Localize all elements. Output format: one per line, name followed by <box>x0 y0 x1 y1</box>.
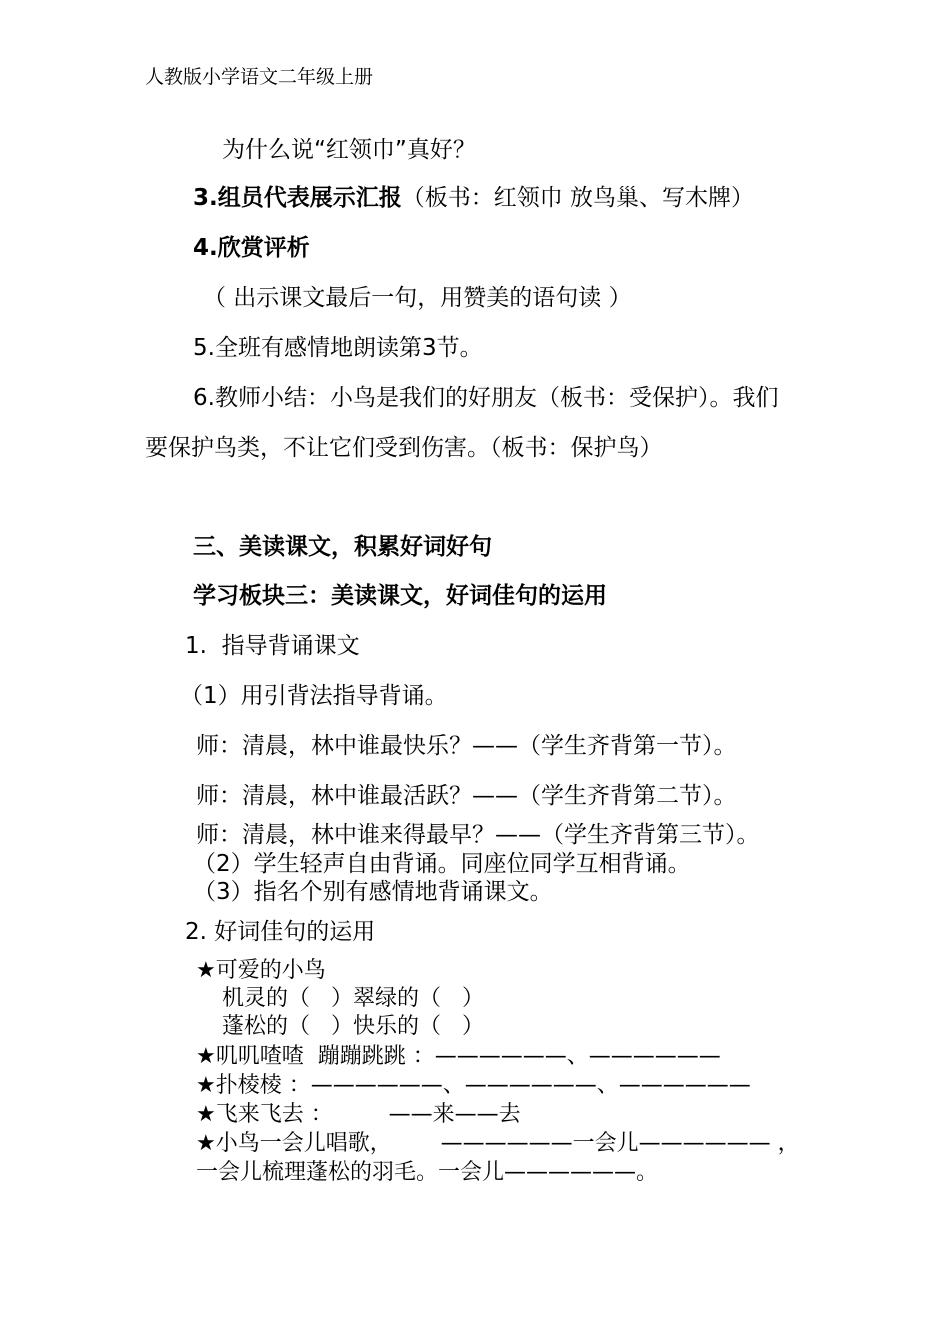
vocab-sentence-cont: 一会儿梳理蓬松的羽毛。一会儿——————。 <box>196 1160 659 1185</box>
step-3-line <box>193 187 754 210</box>
step-4-note: （ 出示课文最后一句，用赞美的语句读 ） <box>203 285 632 311</box>
module-3-heading: 学习板块三：美读课文，好词佳句的运用 <box>193 583 607 609</box>
step-3-title: 3.组员代表展示汇报 <box>193 185 402 211</box>
vocab-flutter: ★扑棱棱 ：——————、——————、—————— <box>196 1073 751 1098</box>
vocab-lovely-bird: ★可爱的小鸟 <box>196 958 326 983</box>
step-6-line: 6.教师小结：小鸟是我们的好朋友（板书：受保护）。我们 <box>193 385 779 411</box>
vocab-blanks-row-2: 蓬松的（ ）快乐的（ ） <box>222 1014 484 1039</box>
item-1-sub-3: （3）指名个别有感情地背诵课文。 <box>193 879 553 905</box>
page-header: 人教版小学语文二年级上册 <box>145 66 374 88</box>
teacher-prompt-2: 师：清晨，林中谁最活跃？——（学生齐背第二节）。 <box>196 783 737 809</box>
teacher-prompt-1: 师：清晨，林中谁最快乐？——（学生齐背第一节）。 <box>196 733 737 759</box>
item-2-title: 2. 好词佳句的运用 <box>185 919 376 945</box>
section-3-heading: 三、美读课文，积累好词好句 <box>193 534 492 560</box>
vocab-blanks-row-1: 机灵的（ ）翠绿的（ ） <box>222 986 484 1011</box>
step-4-title: 4.欣赏评析 <box>193 235 310 261</box>
item-1-title: 1. 指导背诵课文 <box>185 633 360 659</box>
question-line: 为什么说“红领巾”真好？ <box>222 137 476 163</box>
vocab-sentence: ★小鸟一会儿唱歌， ——————一会儿—————— ， <box>196 1131 800 1156</box>
item-1-sub-1: （1）用引背法指导背诵。 <box>180 683 448 709</box>
vocab-fly-around: ★飞来飞去 ： ——来——去 <box>196 1102 521 1127</box>
step-5-line: 5.全班有感情地朗读第3节。 <box>193 335 483 361</box>
step-3-board-note: （板书：红领巾 放鸟巢、写木牌） <box>401 185 755 211</box>
item-1-sub-2: （2）学生轻声自由背诵。同座位同学互相背诵。 <box>193 851 691 877</box>
header-rule <box>140 104 808 105</box>
step-6-line-cont: 要保护鸟类，不让它们受到伤害。（板书：保护鸟） <box>145 435 663 461</box>
vocab-chirp-hop: ★叽叽喳喳 蹦蹦跳跳 ：——————、—————— <box>196 1044 721 1069</box>
teacher-prompt-3: 师：清晨，林中谁来得最早？——（学生齐背第三节）。 <box>196 822 760 848</box>
